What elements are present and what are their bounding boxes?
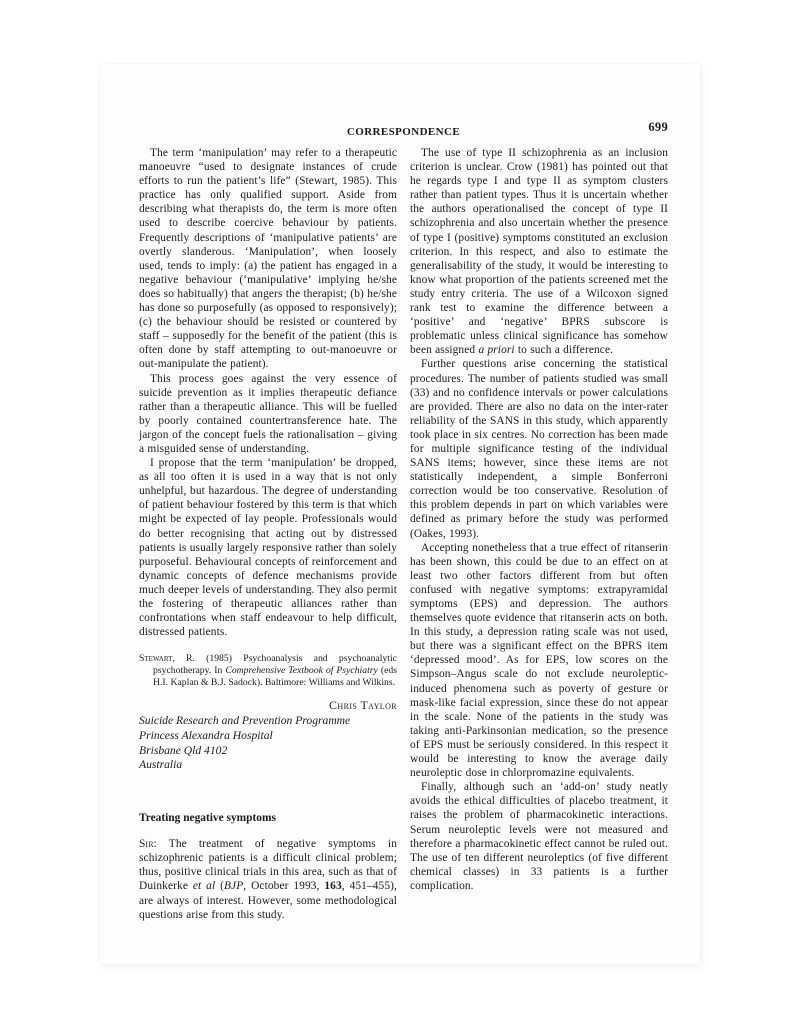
author-affiliation [139, 714, 397, 773]
author-signature: Chris Taylor [329, 698, 397, 712]
letter-title: Treating negative symptoms [139, 812, 276, 825]
paragraph-type-ii-criterion: The use of type II schizophrenia as an inclusion criterion is unclear. Crow (1981) has pointed out that he regards type I and type II as symptom clusters rather than patient types. Thus it is uncertain whether the authors operationalised the concept of type II schizophrenia and also uncertain whether the presence of type I (positive) symptoms constituted an exclusion criterion. In this respect, and also to estimate the generalisability of the study, it would be interesting to know what proportion of the patients screened met the study entry criteria. The use of a Wilcoxon signed rank test to examine the difference between a ‘positive’ and ‘negative’ BPRS subscore is problematic unless clinical significance has somehow been assigned a priori to such a difference. [410, 147, 668, 357]
paragraph-propose-term-dropped: I propose that the term ‘manipulation’ be dropped, as all too often it is used in a way that is not only unhelpful, but hazardous. The degree of understanding of patient behaviour fostered by this term is that which might be expected of lay people. Professionals would do better recognising that acting out by distressed patients is usually largely responsive rather than solely purposeful. Behavioural concepts of reinforcement and dynamic concepts of defence mechanisms provide much deeper levels of understanding. They also permit the fostering of therapeutic alliances rather than confrontations when staff endeavour to help difficult, distressed patients. [139, 457, 397, 639]
reference-stewart-1985: Stewart, R. (1985) Psychoanalysis and psychoanalytic psychotherapy. In Comprehensive Textbook of Psychiatry (eds H.I. Kaplan & B.J. Sadock). Baltimore: Williams and Wilkins. [139, 653, 397, 689]
affiliation-line-hospital: Princess Alexandra Hospital [139, 728, 273, 742]
running-head-title: CORRESPONDENCE [346, 126, 461, 138]
right-column [410, 146, 668, 922]
affiliation-line-country: Australia [139, 758, 183, 772]
paragraph-manipulation-definition: The term ‘manipulation’ may refer to a therapeutic manoeuvre “used to designate instances of crude efforts to run the patient’s life” (Stewart, 1985). This practice has only qualified support. Aside from describing what therapists do, the term is more often used to describe coercive behaviour by patients. Frequently descriptions of ‘manipulative patients’ are overtly slanderous. ‘Manipulation’, when loosely used, tends to imply: (a) the patient has engaged in a negative behaviour (‘manipulative’ implying he/she does so habitually) that angers the therapist; (b) he/she has done so purposefully (as opposed to responsively); (c) the behaviour should be resisted or countered by staff – supposedly for the benefit of the patient (this is often done by staff attempting to out-manoeuvre or out-manipulate the patient). [139, 147, 397, 371]
page-number: 699 [648, 120, 668, 134]
running-head [139, 122, 668, 137]
affiliation-line-programme: Suicide Research and Prevention Programme [139, 714, 351, 727]
paragraph-statistical-procedures: Further questions arise concerning the statistical procedures. The number of patients studied was small (33) and no confidence intervals or power calculations are provided. There are also no data on the inter-rater reliability of the SANS in this study, which apparently took place in six centres. No correction has been made for multiple significance testing of the individual SANS items; however, since these items are not statistically independent, a simple Bonferroni correction would be too conservative. Resolution of this problem depends in part on which variables were defined as primary before the study was performed (Oakes, 1993). [410, 358, 668, 540]
paragraph-ritanserin-effect: Accepting nonetheless that a true effect of ritanserin has been shown, this could be due to an effect on at least two other factors different from but often confused with negative symptoms: extrapyramidal symptoms (EPS) and depression. The authors themselves quote evidence that ritanserin acts on both. In this study, a depression rating scale was not used, but there was a significant effect on the BPRS item ‘depressed mood’. As for EPS, low scores on the Simpson–Angus scale do not exclude neuroleptic-induced phenomena such as poverty of gesture or mask-like facial expression, since these do not appear in the scale. None of the patients in the study was taking anti-Parkinsonian medication, so the presence of EPS must be seriously considered. In this respect it would be interesting to know the average daily neuroleptic dose in chlorpromazine equivalents. [410, 541, 668, 780]
paragraph-sir-introduction: Sir: The treatment of negative symptoms in schizophrenic patients is a difficult clinical problem; thus, positive clinical trials in this area, such as that of Duinkerke et al (BJP, October 1993, 163, 451–455), are always of interest. However, some methodological questions arise from this study. [139, 838, 397, 921]
two-column-layout [139, 146, 668, 922]
paragraph-suicide-prevention: This process goes against the very essence of suicide prevention as it implies therapeutic defiance rather than a therapeutic alliance. This will be fuelled by poorly contained countertransference hate. The jargon of the concept fuels the rationalisation – giving a misguided sense of understanding. [139, 372, 397, 455]
left-column [139, 146, 397, 922]
page-content [100, 122, 700, 922]
journal-page-sheet [100, 64, 700, 964]
affiliation-line-city: Brisbane Qld 4102 [139, 743, 228, 757]
paragraph-pharmacokinetic-interactions: Finally, although such an ‘add-on’ study neatly avoids the ethical difficulties of placebo treatment, it raises the problem of pharmacokinetic interactions. Serum neuroleptic levels were not measured and therefore a pharmacokinetic effect cannot be ruled out. The use of ten different neuroleptics (of five different chemical classes) in 33 patients is a further complication. [410, 781, 668, 892]
